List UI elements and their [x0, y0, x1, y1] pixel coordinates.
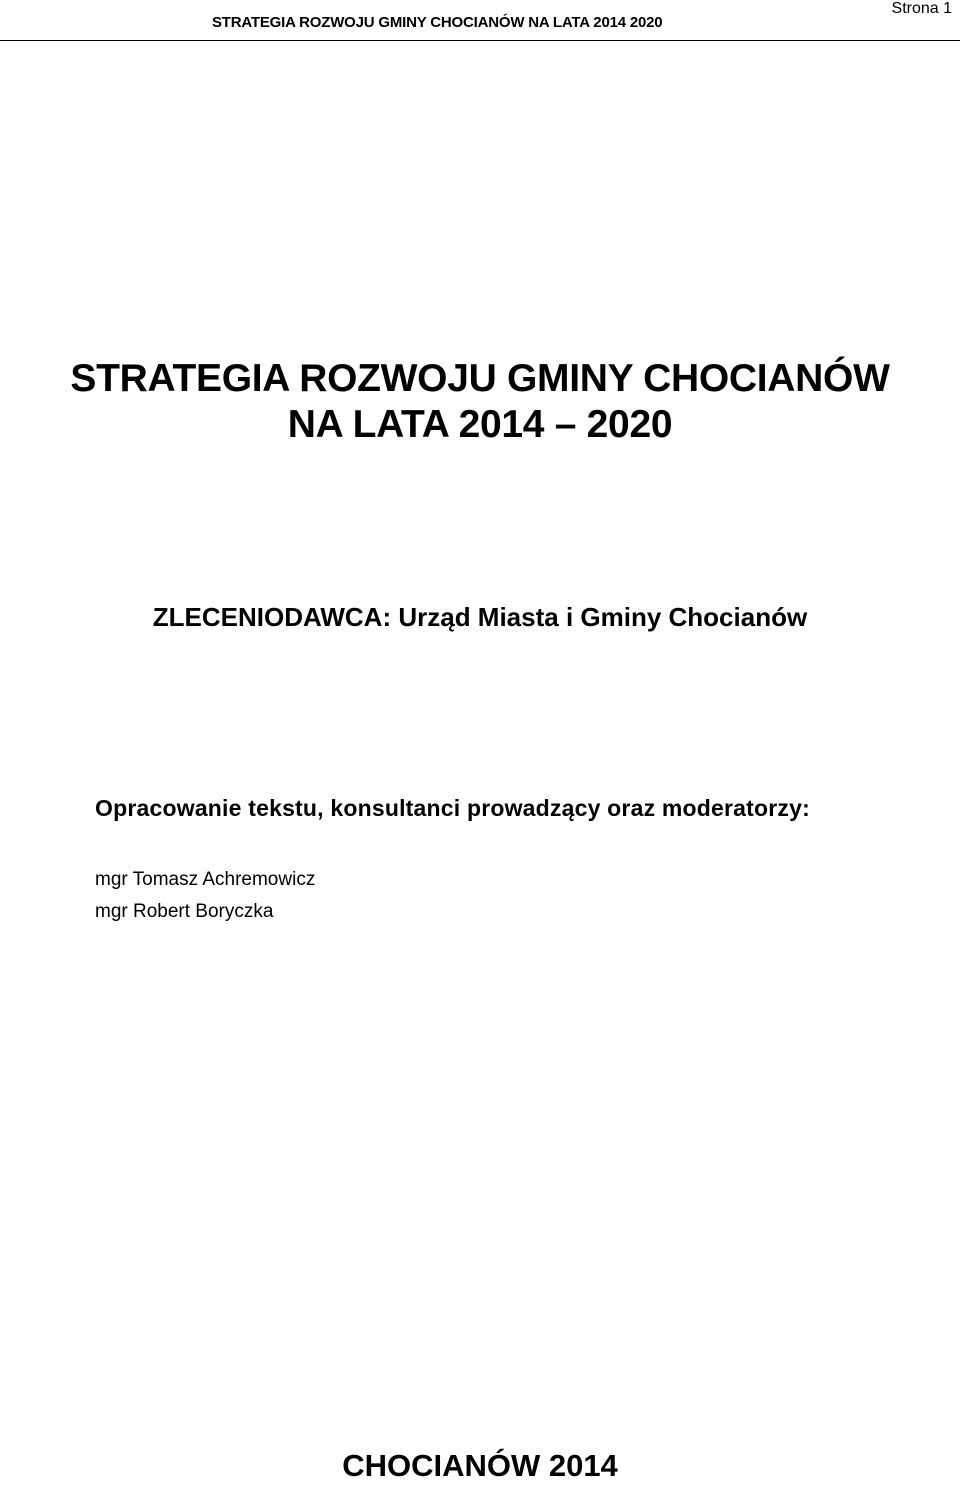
- client-line: ZLECENIODAWCA: Urząd Miasta i Gminy Chocianów: [152, 602, 808, 632]
- authors-heading: Opracowanie tekstu, konsultanci prowadzący oraz moderatorzy:: [95, 795, 810, 821]
- authors-list: [95, 864, 315, 928]
- footer-place-year: CHOCIANÓW 2014: [342, 1448, 618, 1483]
- header-divider: [0, 40, 960, 41]
- document-title-line-2: NA LATA 2014 – 2020: [287, 403, 673, 446]
- author-name: mgr Robert Boryczka: [95, 901, 274, 922]
- document-title: [0, 356, 960, 448]
- author-name: mgr Tomasz Achremowicz: [95, 869, 316, 890]
- document-title-line-1: STRATEGIA ROZWOJU GMINY CHOCIANÓW: [70, 357, 890, 400]
- page-number: Strona 1: [891, 0, 952, 17]
- running-header-title: STRATEGIA ROZWOJU GMINY CHOCIANÓW NA LATA 2014 2020: [212, 14, 663, 31]
